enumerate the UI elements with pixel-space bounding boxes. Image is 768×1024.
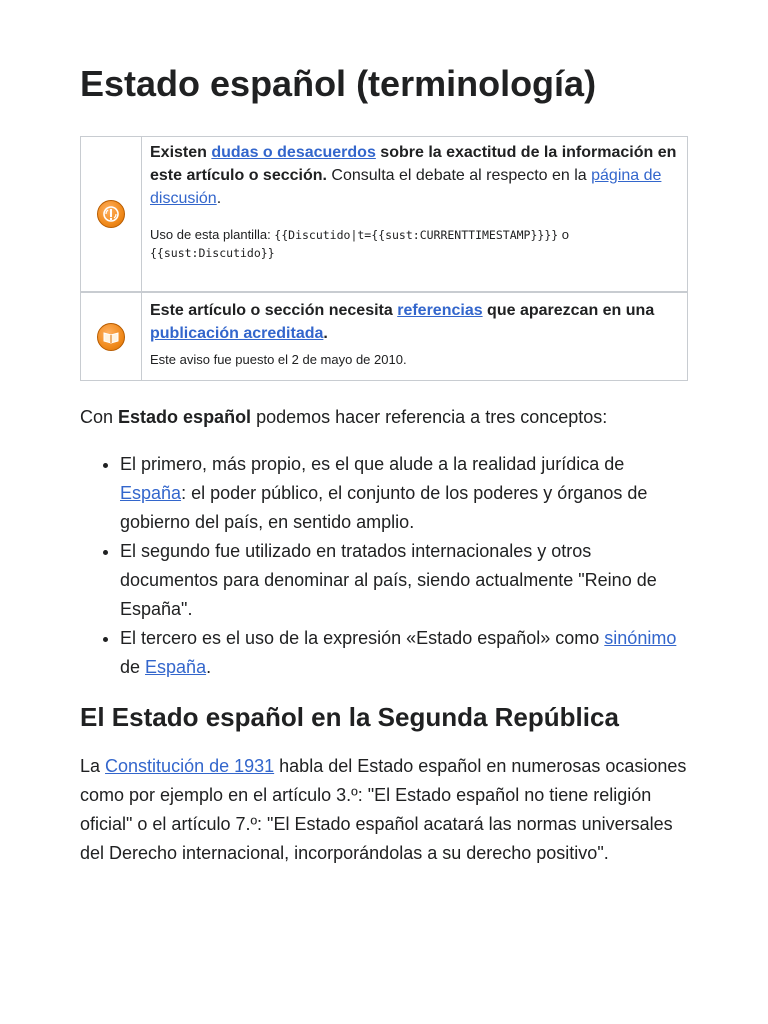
- item3-before: El tercero es el uso de la expresión «Estado español» como: [120, 628, 605, 648]
- book-icon: [97, 323, 125, 351]
- list-item: [120, 624, 688, 682]
- notice-bold-end: .: [323, 325, 328, 342]
- disputed-notice: [80, 136, 688, 292]
- notice-main: [150, 299, 679, 345]
- notice-main: [150, 141, 679, 210]
- espana-link[interactable]: España: [120, 483, 182, 503]
- notice-bold-mid: que aparezcan en una: [482, 302, 655, 319]
- intro-bold: Estado español: [118, 407, 252, 427]
- references-notice: [80, 291, 688, 381]
- list-item: • El segundo fue utilizado en tratados internacionales y otros documentos para denominar al país, siendo actualmente "Reino de España".: [120, 537, 688, 624]
- template-or: o: [558, 227, 570, 242]
- constitution-1931-link[interactable]: Constitución de 1931: [105, 756, 275, 776]
- notice-text: [142, 293, 687, 380]
- espana-link-2[interactable]: España: [145, 657, 207, 677]
- notice-text-plain: Consulta el debate al respecto en la: [326, 167, 592, 184]
- template-code-1: {{Discutido|t={{sust:CURRENTTIMESTAMP}}}}: [274, 228, 559, 242]
- item1-before: El primero, más propio, es el que alude a la realidad jurídica de: [120, 454, 625, 474]
- reliable-publication-link[interactable]: publicación acreditada: [150, 325, 324, 342]
- intro-before: Con: [80, 407, 119, 427]
- notice-text: [142, 137, 687, 291]
- intro-paragraph: [80, 403, 688, 432]
- intro-after: podemos hacer referencia a tres conceptos:: [251, 407, 608, 427]
- item1-after: : el poder público, el conjunto de los poderes y órganos de gobierno del país, en sentido amplio.: [120, 483, 648, 532]
- section-heading: El Estado español en la Segunda República: [80, 702, 619, 732]
- item3-end: .: [206, 657, 212, 677]
- template-code-2: {{sust:Discutido}}: [150, 246, 275, 260]
- synonym-link[interactable]: sinónimo: [604, 628, 677, 648]
- section-paragraph: [80, 752, 688, 868]
- template-usage: [150, 226, 679, 262]
- section-after: habla del Estado español en numerosas ocasiones como por ejemplo en el artículo 3.º: "El Estado español no tiene religión oficial" o el artículo 7.º: "El Estado español acatará las normas universales del Derecho internacional, incorporándolas a su derecho positivo".: [80, 756, 687, 863]
- concepts-list: [80, 450, 688, 682]
- disputes-link[interactable]: dudas o desacuerdos: [211, 144, 376, 161]
- section-before: La: [80, 756, 106, 776]
- notice-text-bold: Existen: [150, 144, 212, 161]
- page-title: Estado español (terminología): [80, 63, 597, 104]
- notice-icon-cell: [81, 293, 142, 380]
- disputed-icon: [97, 200, 125, 228]
- list-item: [120, 450, 688, 537]
- notice-icon-cell: [81, 137, 142, 291]
- notice-date: Este aviso fue puesto el 2 de mayo de 2010.: [150, 352, 407, 367]
- item3-mid: de: [120, 657, 146, 677]
- notice-text-end: .: [216, 190, 222, 207]
- notice-text-bold-after: sobre la exactitud de la información en este artículo o sección.: [150, 144, 677, 184]
- references-link[interactable]: referencias: [397, 302, 483, 319]
- template-label: Uso de esta plantilla:: [150, 227, 275, 242]
- talk-page-link[interactable]: página de discusión: [150, 167, 662, 207]
- notice-bold-before: Este artículo o sección necesita: [150, 302, 398, 319]
